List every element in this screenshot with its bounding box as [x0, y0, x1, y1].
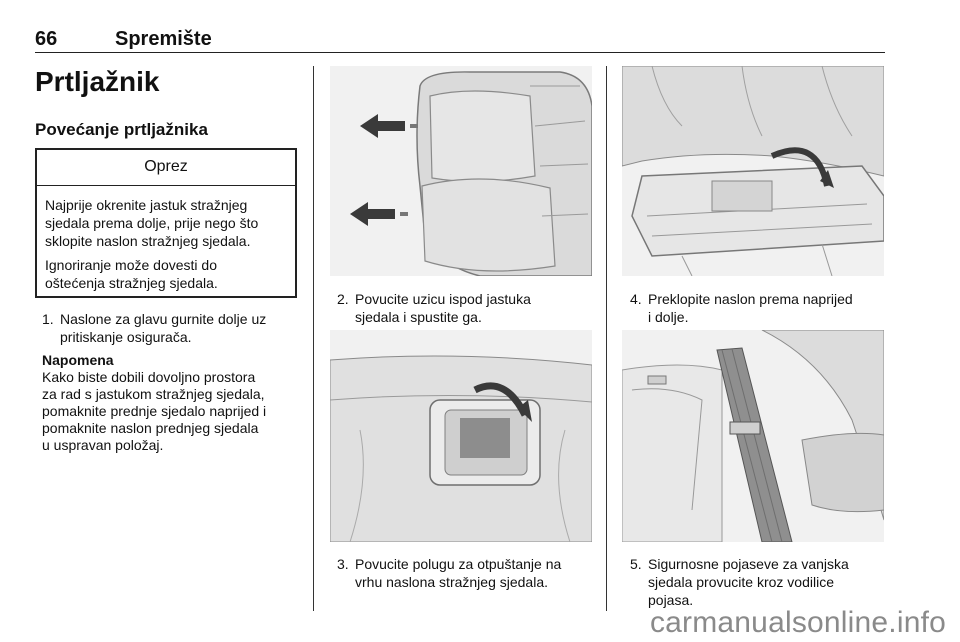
- step-text: [648, 290, 853, 326]
- note-line: pomaknite prednje sjedalo naprijed i: [42, 403, 267, 419]
- note-line: pomaknite naslon prednjeg sjedala: [42, 420, 259, 436]
- step-line: Povucite polugu za otpuštanje na: [355, 556, 562, 572]
- section-title: Spremište: [115, 28, 212, 50]
- step-number: 2.: [337, 291, 349, 307]
- caution-text: [37, 256, 295, 292]
- step-3: [337, 555, 599, 591]
- caution-box: [35, 148, 297, 298]
- step-line: sjedala provucite kroz vodilice: [648, 574, 834, 590]
- page-number: 66: [35, 28, 58, 50]
- step-line: sjedala i spustite ga.: [355, 309, 482, 325]
- step-line: Povucite uzicu ispod jastuka: [355, 291, 531, 307]
- illustration-headrests: [330, 66, 592, 276]
- note-title: Napomena: [42, 352, 114, 368]
- caution-heading: Oprez: [37, 150, 295, 186]
- sub-heading: Povećanje prtljažnika: [35, 120, 208, 139]
- step-number: 3.: [337, 556, 349, 572]
- caution-line: Najprije okrenite jastuk stražnjeg: [45, 197, 248, 213]
- caution-line: Ignoriranje može dovesti do: [45, 257, 217, 273]
- page-heading: Prtljažnik: [35, 66, 160, 97]
- note-block: [42, 352, 304, 454]
- column-divider-1: [313, 66, 314, 611]
- caution-line: oštećenja stražnjeg sjedala.: [45, 275, 218, 291]
- caution-line: sjedala prema dolje, prije nego što: [45, 215, 259, 231]
- step-text: [355, 290, 531, 326]
- caution-line: sklopite naslon stražnjeg sjedala.: [45, 233, 251, 249]
- step-4: [630, 290, 892, 326]
- step-line: pojasa.: [648, 592, 694, 608]
- release-lever-illustration: [330, 330, 592, 542]
- step-line: vrhu naslona stražnjeg sjedala.: [355, 574, 549, 590]
- note-line: u uspravan položaj.: [42, 437, 164, 453]
- note-line: za rad s jastukom stražnjeg sjedala,: [42, 386, 265, 402]
- step-line: pritiskanje osigurača.: [60, 329, 192, 345]
- step-text: [648, 555, 849, 609]
- step-line: Sigurnosne pojaseve za vanjska: [648, 556, 849, 572]
- caution-text: [37, 196, 295, 250]
- step-number: 1.: [42, 311, 54, 327]
- step-line: Naslone za glavu gurnite dolje uz: [60, 311, 267, 327]
- fold-backrest-illustration: [622, 66, 884, 276]
- step-text: [355, 555, 561, 591]
- step-text: [60, 310, 266, 346]
- step-line: Preklopite naslon prema naprijed: [648, 291, 853, 307]
- step-2: [337, 290, 599, 326]
- header-rule: [35, 52, 885, 53]
- note-line: Kako biste dobili dovoljno prostora: [42, 369, 256, 385]
- watermark: carmanualsonline.info: [649, 606, 946, 639]
- step-number: 4.: [630, 291, 642, 307]
- illustration-seat-belt-guide: [622, 330, 884, 542]
- headrest-illustration: [330, 66, 592, 276]
- step-5: [630, 555, 892, 609]
- step-line: i dolje.: [648, 309, 689, 325]
- step-1: [42, 310, 304, 346]
- illustration-fold-backrest: [622, 66, 884, 276]
- seat-belt-illustration: [622, 330, 884, 542]
- illustration-release-lever: [330, 330, 592, 542]
- step-number: 5.: [630, 556, 642, 572]
- column-divider-2: [606, 66, 607, 611]
